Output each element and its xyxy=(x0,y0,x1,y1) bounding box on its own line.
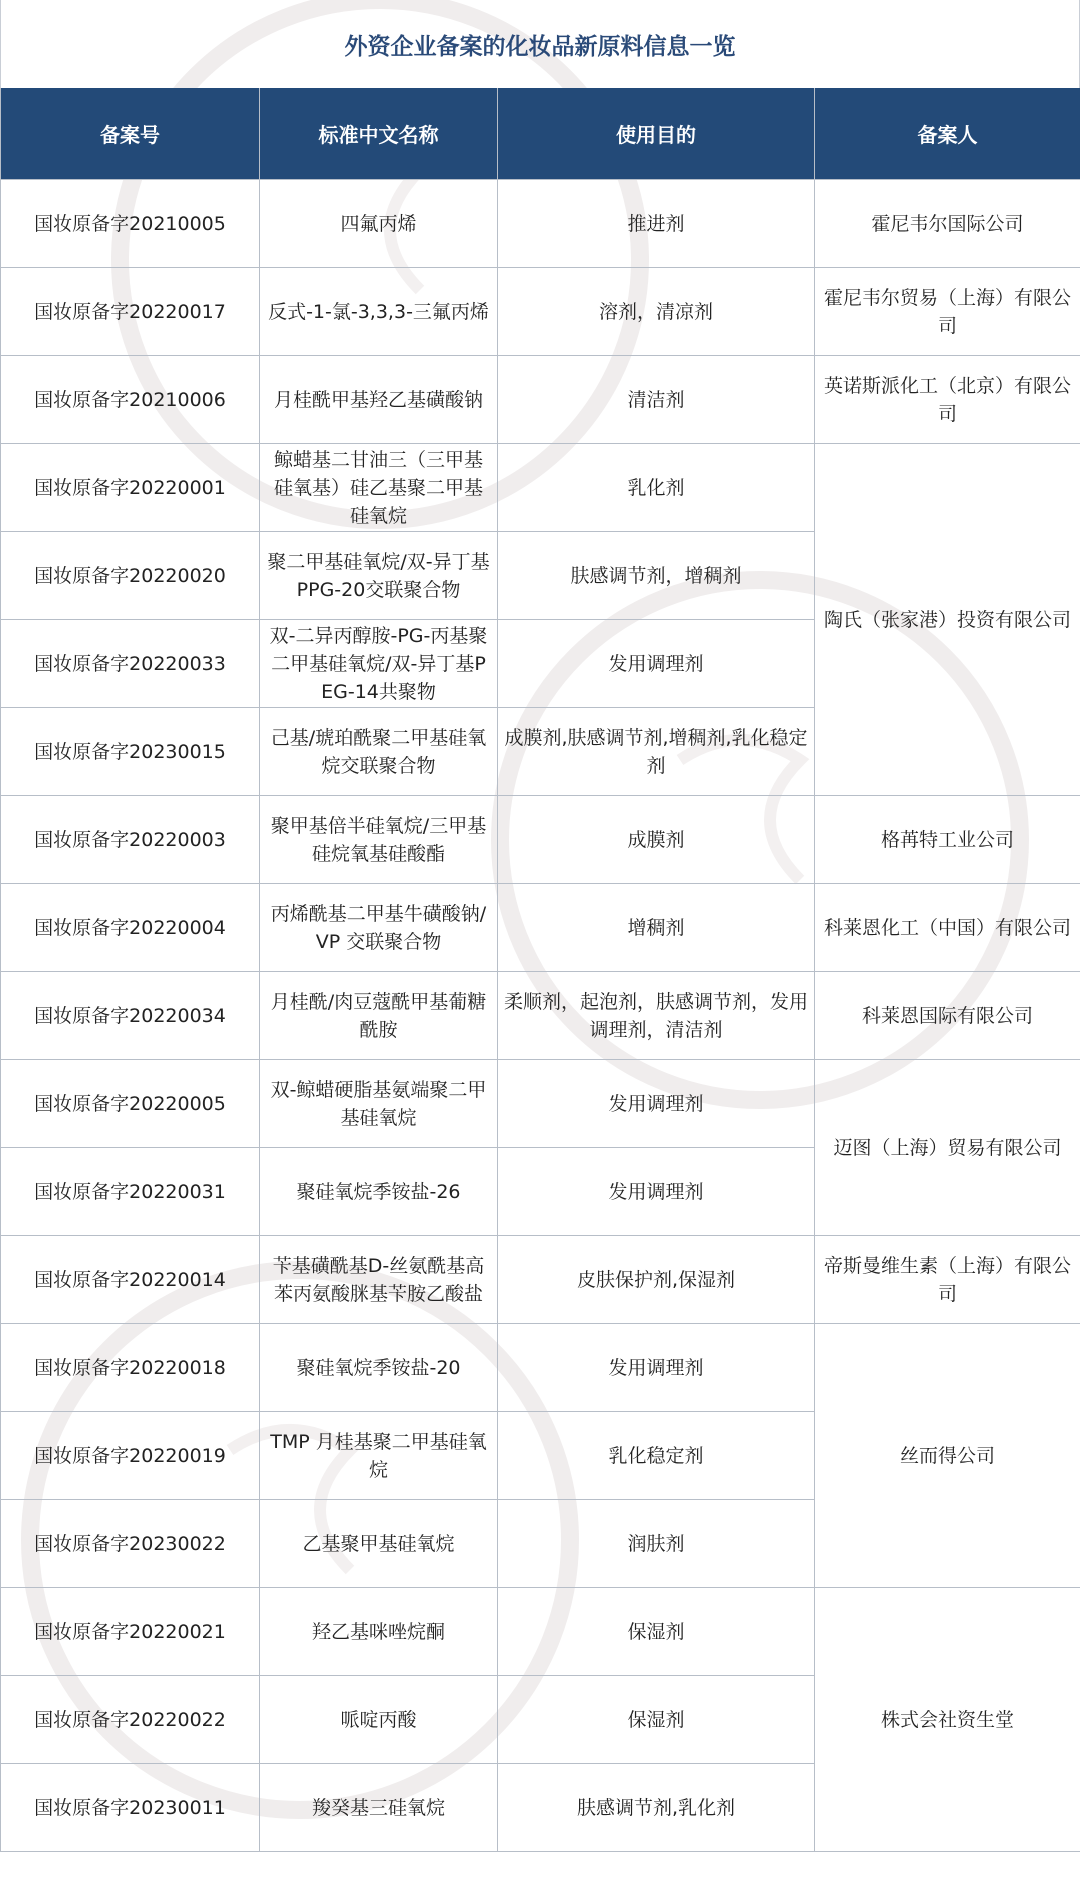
table-row xyxy=(1,1060,1080,1148)
cell-purpose: 成膜剂,肤感调节剂,增稠剂,乳化稳定剂 xyxy=(498,708,815,796)
cell-code: 国妆原备字20210006 xyxy=(1,356,260,444)
cell-name: 聚二甲基硅氧烷/双-异丁基PPG-20交联聚合物 xyxy=(260,532,498,620)
cell-code: 国妆原备字20220014 xyxy=(1,1236,260,1324)
cell-name: 聚硅氧烷季铵盐-20 xyxy=(260,1324,498,1412)
cell-purpose: 发用调理剂 xyxy=(498,620,815,708)
cell-filer: 科莱恩化工（中国）有限公司 xyxy=(815,884,1080,972)
table-row xyxy=(1,1236,1080,1324)
table-row xyxy=(1,180,1080,268)
cell-purpose: 发用调理剂 xyxy=(498,1324,815,1412)
cell-filer: 格苒特工业公司 xyxy=(815,796,1080,884)
cell-purpose: 润肤剂 xyxy=(498,1500,815,1588)
materials-table xyxy=(0,88,1080,1852)
cell-name: 聚硅氧烷季铵盐-26 xyxy=(260,1148,498,1236)
cell-purpose: 肤感调节剂,乳化剂 xyxy=(498,1764,815,1852)
cell-purpose: 肤感调节剂，增稠剂 xyxy=(498,532,815,620)
cell-filer: 陶氏（张家港）投资有限公司 xyxy=(815,444,1080,796)
cell-code: 国妆原备字20220004 xyxy=(1,884,260,972)
cell-purpose: 成膜剂 xyxy=(498,796,815,884)
cell-code: 国妆原备字20220017 xyxy=(1,268,260,356)
cell-filer: 科莱恩国际有限公司 xyxy=(815,972,1080,1060)
cell-filer: 霍尼韦尔国际公司 xyxy=(815,180,1080,268)
cell-name: 双-二异丙醇胺-PG-丙基聚二甲基硅氧烷/双-异丁基PEG-14共聚物 xyxy=(260,620,498,708)
header-code: 备案号 xyxy=(1,88,260,180)
cell-code: 国妆原备字20220018 xyxy=(1,1324,260,1412)
cell-purpose: 溶剂，清凉剂 xyxy=(498,268,815,356)
cell-name: 羧癸基三硅氧烷 xyxy=(260,1764,498,1852)
cell-filer: 迈图（上海）贸易有限公司 xyxy=(815,1060,1080,1236)
cell-code: 国妆原备字20220022 xyxy=(1,1676,260,1764)
cell-filer: 霍尼韦尔贸易（上海）有限公司 xyxy=(815,268,1080,356)
table-body xyxy=(1,180,1080,1852)
table-row xyxy=(1,1588,1080,1676)
table-row xyxy=(1,444,1080,532)
cell-code: 国妆原备字20220034 xyxy=(1,972,260,1060)
table-row xyxy=(1,356,1080,444)
cell-filer: 帝斯曼维生素（上海）有限公司 xyxy=(815,1236,1080,1324)
cell-filer: 英诺斯派化工（北京）有限公司 xyxy=(815,356,1080,444)
page-title: 外资企业备案的化妆品新原料信息一览 xyxy=(0,0,1080,88)
cell-name: 己基/琥珀酰聚二甲基硅氧烷交联聚合物 xyxy=(260,708,498,796)
cell-code: 国妆原备字20220001 xyxy=(1,444,260,532)
cell-name: 乙基聚甲基硅氧烷 xyxy=(260,1500,498,1588)
cell-name: 反式-1-氯-3,3,3-三氟丙烯 xyxy=(260,268,498,356)
cell-purpose: 保湿剂 xyxy=(498,1588,815,1676)
cell-name: 月桂酰甲基羟乙基磺酸钠 xyxy=(260,356,498,444)
cell-code: 国妆原备字20220033 xyxy=(1,620,260,708)
cell-purpose: 增稠剂 xyxy=(498,884,815,972)
cell-purpose: 清洁剂 xyxy=(498,356,815,444)
header-purpose: 使用目的 xyxy=(498,88,815,180)
cell-name: 苄基磺酰基D-丝氨酰基高苯丙氨酸脒基苄胺乙酸盐 xyxy=(260,1236,498,1324)
cell-filer: 丝而得公司 xyxy=(815,1324,1080,1588)
cell-name: 丙烯酰基二甲基牛磺酸钠/VP 交联聚合物 xyxy=(260,884,498,972)
cell-name: 羟乙基咪唑烷酮 xyxy=(260,1588,498,1676)
cell-code: 国妆原备字20220020 xyxy=(1,532,260,620)
cell-code: 国妆原备字20230011 xyxy=(1,1764,260,1852)
cell-purpose: 发用调理剂 xyxy=(498,1060,815,1148)
cell-name: TMP 月桂基聚二甲基硅氧烷 xyxy=(260,1412,498,1500)
cell-name: 四氟丙烯 xyxy=(260,180,498,268)
cell-purpose: 乳化稳定剂 xyxy=(498,1412,815,1500)
cell-name: 哌啶丙酸 xyxy=(260,1676,498,1764)
cell-code: 国妆原备字20230022 xyxy=(1,1500,260,1588)
header-name: 标准中文名称 xyxy=(260,88,498,180)
cell-code: 国妆原备字20220021 xyxy=(1,1588,260,1676)
cell-purpose: 乳化剂 xyxy=(498,444,815,532)
cell-purpose: 推进剂 xyxy=(498,180,815,268)
cell-purpose: 保湿剂 xyxy=(498,1676,815,1764)
cell-code: 国妆原备字20220005 xyxy=(1,1060,260,1148)
cell-code: 国妆原备字20220031 xyxy=(1,1148,260,1236)
header-filer: 备案人 xyxy=(815,88,1080,180)
cell-purpose: 柔顺剂，起泡剂，肤感调节剂，发用调理剂，清洁剂 xyxy=(498,972,815,1060)
table-row xyxy=(1,268,1080,356)
cell-code: 国妆原备字20230015 xyxy=(1,708,260,796)
table-row xyxy=(1,1324,1080,1412)
table-row xyxy=(1,972,1080,1060)
cell-code: 国妆原备字20220019 xyxy=(1,1412,260,1500)
cell-name: 聚甲基倍半硅氧烷/三甲基硅烷氧基硅酸酯 xyxy=(260,796,498,884)
cell-name: 月桂酰/肉豆蔻酰甲基葡糖酰胺 xyxy=(260,972,498,1060)
table-row xyxy=(1,796,1080,884)
cell-purpose: 皮肤保护剂,保湿剂 xyxy=(498,1236,815,1324)
cell-name: 双-鲸蜡硬脂基氨端聚二甲基硅氧烷 xyxy=(260,1060,498,1148)
cell-code: 国妆原备字20220003 xyxy=(1,796,260,884)
cell-name: 鲸蜡基二甘油三（三甲基硅氧基）硅乙基聚二甲基硅氧烷 xyxy=(260,444,498,532)
cell-code: 国妆原备字20210005 xyxy=(1,180,260,268)
cell-filer: 株式会社资生堂 xyxy=(815,1588,1080,1852)
table-header-row xyxy=(1,88,1080,180)
cell-purpose: 发用调理剂 xyxy=(498,1148,815,1236)
table-row xyxy=(1,884,1080,972)
